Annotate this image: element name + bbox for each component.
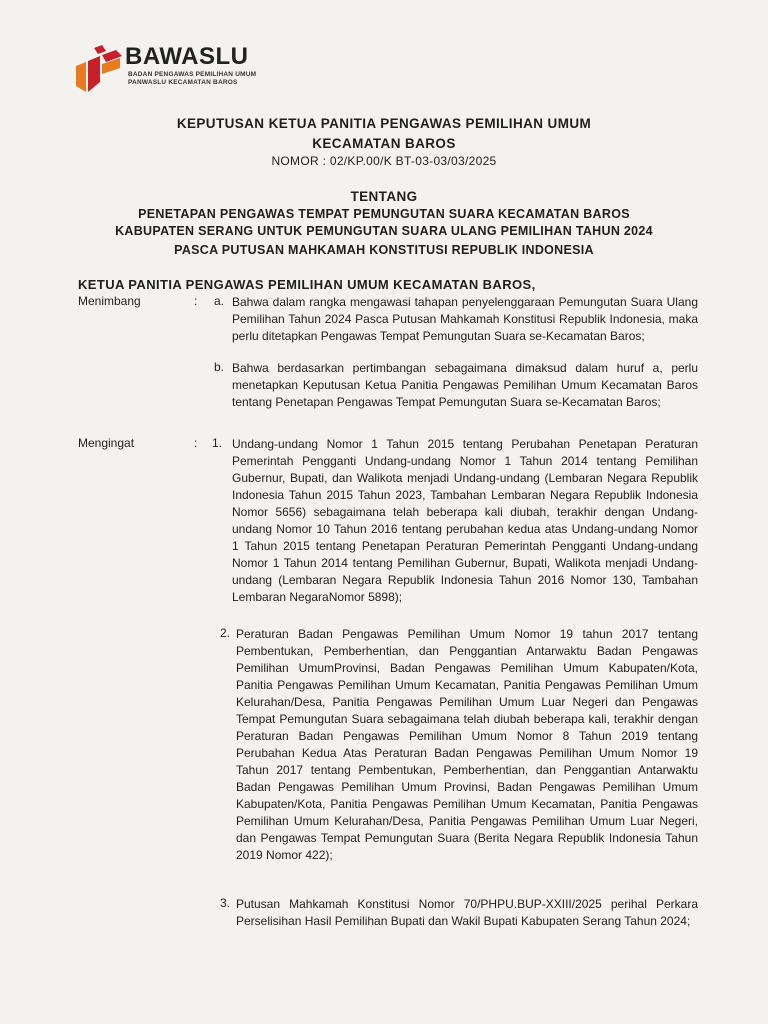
tentang-heading: TENTANG: [350, 189, 418, 204]
subject-line3: PASCA PUTUSAN MAHKAMAH KONSTITUSI REPUBLIK INDONESIA: [174, 243, 594, 257]
menimbang-label: Menimbang: [78, 294, 141, 308]
decree-title-line2: KECAMATAN BAROS: [312, 136, 456, 151]
subject-line1: PENETAPAN PENGAWAS TEMPAT PEMUNGUTAN SUARA KECAMATAN BAROS: [138, 207, 630, 221]
bawaslu-emblem-icon: [72, 42, 128, 98]
ketua-heading: KETUA PANITIA PENGAWAS PEMILIHAN UMUM KECAMATAN BAROS,: [78, 277, 536, 292]
decree-title-line1: KEPUTUSAN KETUA PANITIA PENGAWAS PEMILIHAN UMUM: [176, 116, 592, 131]
logo-subtitle-2: PANWASLU KECAMATAN BAROS: [128, 79, 238, 86]
bawaslu-logo: [72, 42, 312, 98]
menimbang-marker-b: b.: [214, 360, 225, 374]
logo-subtitle: BADAN PENGAWAS PEMILIHAN UMUM: [128, 71, 257, 78]
menimbang-item-b: Bahwa berdasarkan pertimbangan sebagaimana dimaksud dalam huruf a, perlu menetapkan Keputusan Ketua Panitia Pengawas Pemilihan Umum Kecamatan Baros tentang Penetapan Pengawas Tempat Pemungutan Suara se-Kecamatan Baros;: [232, 361, 698, 409]
subject-line2: KABUPATEN SERANG UNTUK PEMUNGUTAN SUARA ULANG PEMILIHAN TAHUN 2024: [115, 224, 653, 238]
mengingat-label: Mengingat: [78, 436, 135, 450]
mengingat-item-3: Putusan Mahkamah Konstitusi Nomor 70/PHPU.BUP-XXIII/2025 perihal Perkara Perselisihan Hasil Pemilihan Bupati dan Wakil Bupati Kabupaten Serang Tahun 2024;: [236, 897, 698, 928]
menimbang-item-a: Bahwa dalam rangka mengawasi tahapan penyelenggaraan Pemungutan Suara Ulang Pemilihan Tahun 2024 Pasca Putusan Mahkamah Konstitusi Republik Indonesia, maka perlu ditetapkan Pengawas Tempat Pemungutan Suara se-Kecamatan Baros;: [232, 295, 698, 343]
mengingat-item-1: Undang-undang Nomor 1 Tahun 2015 tentang Perubahan Penetapan Peraturan Pemerintah Pengganti Undang-undang Nomor 1 Tahun 2014 tentang Pemilihan Gubernur, Bupati, dan Walikota menjadi Undang-undang (Lembaran Negara Republik Indonesia Tahun 2015 Tahun 2023, Tambahan Lembaran Negara Republik Indonesia Nomor 5656) sebagaimana telah beberapa kali diubah, terakhir dengan Undang-undang Nomor 10 Tahun 2016 tentang perubahan kedua atas Undang-undang Nomor 1 Tahun 2015 tentang Penetapan Peraturan Pemerintah Pengganti Undang-undang Nomor 1 Tahun 2014 tentang Pemilihan Gubernur, Bupati, Walikota menjadi Undang-undang (Lembaran Negara Republik Indonesia Tahun 2016 Nomor 130, Tambahan Lembaran NegaraNomor 5898);: [232, 437, 698, 604]
mengingat-marker-2: 2.: [220, 626, 231, 640]
logo-wordmark: BAWASLU: [125, 43, 249, 70]
mengingat-item-2: Peraturan Badan Pengawas Pemilihan Umum Nomor 19 tahun 2017 tentang Pembentukan, Pemberhentian, dan Penggantian Antarwaktu Badan Pengawas Pemilihan UmumProvinsi, Badan Pengawas Pemilihan Umum Kabupaten/Kota, Panitia Pengawas Pemilihan Umum Kecamatan, Panitia Pengawas Pemilihan Umum Kelurahan/Desa, Panitia Pengawas Pemilihan Umum Luar Negeri dan Pengawas Tempat Pemungutan Suara sebagaimana telah diubah beberapa kali, terakhir dengan Peraturan Badan Pengawas Pemilihan Umum Nomor 8 Tahun 2019 tentang Perubahan Kedua Atas Peraturan Badan Pengawas Pemilihan Umum Nomor 19 Tahun 2017 tentang Pembentukan, Pemberhentian, dan Penggantian Antarwaktu Badan Pengawas Pemilihan Umum Provinsi, Badan Pengawas Pemilihan Umum Kabupaten/Kota, Panitia Pengawas Pemilihan Umum Kecamatan, Panitia Pengawas Pemilihan Umum Kelurahan/Desa, Panitia Pengawas Pemilihan Umum Luar Negeri, dan Pengawas Tempat Pemungutan Suara (Berita Negara Republik Indonesia Tahun 2019 Nomor 422);: [236, 627, 698, 862]
mengingat-colon: :: [194, 436, 198, 450]
menimbang-colon: :: [194, 294, 198, 308]
menimbang-marker-a: a.: [214, 294, 225, 308]
mengingat-marker-1: 1.: [212, 436, 223, 450]
mengingat-marker-3: 3.: [220, 896, 231, 910]
decree-number: NOMOR : 02/KP.00/K BT-03-03/03/2025: [271, 154, 497, 168]
